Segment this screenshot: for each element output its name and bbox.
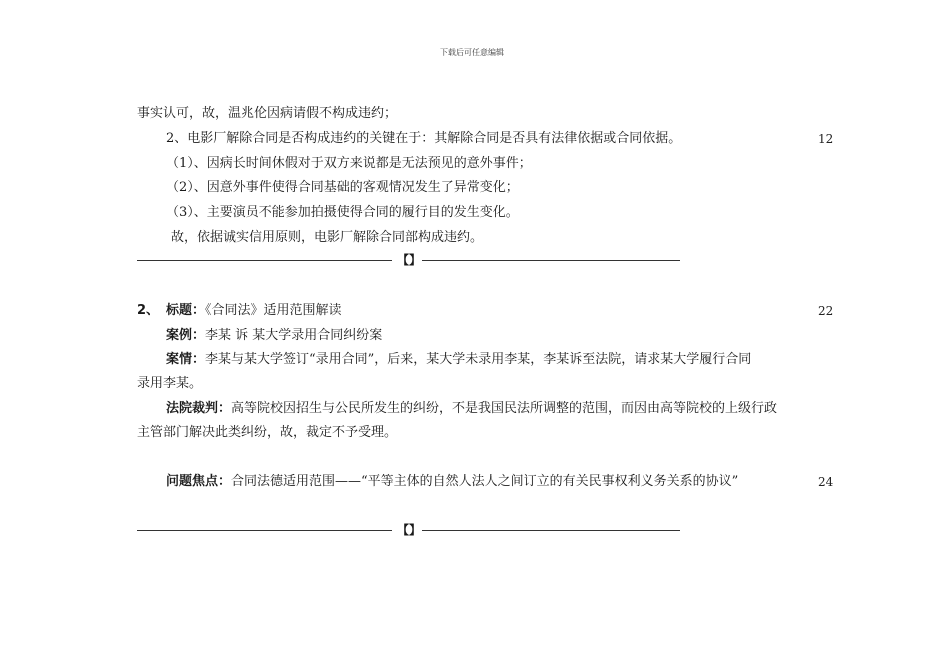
case-label: 案例： [166,328,206,343]
section-divider [137,252,682,268]
list-item: （2）、因意外事件使得合同基础的客观情况发生了异常变化； [166,180,519,195]
conclusion-line: 故，依据诚实信用原则，电影厂解除合同部构成违约。 [171,230,484,245]
page-number: 12 [818,132,834,146]
page-number: 22 [818,304,834,318]
facts-line [166,352,751,368]
focus-label: 问题焦点： [166,474,232,489]
judgment-label: 法院裁判： [166,401,232,416]
section-divider [137,522,682,538]
focus-line [166,474,738,490]
case-number: 2、 [137,303,160,318]
divider-rule-left [137,530,392,531]
list-item: （1）、因病长时间休假对于双方来说都是无法预见的意外事件； [166,156,532,171]
title-label: 标题： [166,303,206,318]
judgment-line-cont: 主管部门解决此类纠纷，故，裁定不予受理。 [137,425,398,440]
list-item: （3）、主要演员不能参加拍摄使得合同的履行目的发生变化。 [166,205,519,220]
page-header: 下载后可任意编辑 [440,48,504,57]
text-line: 事实认可，故，温兆伦因病请假不构成违约； [137,106,398,121]
text-line: 2、电影厂解除合同是否构成违约的关键在于：其解除合同是否具有法律依据或合同依据。 [166,131,682,146]
title-text: 《合同法》适用范围解读 [205,303,342,318]
facts-line-cont: 录用李某。 [137,376,203,391]
judgment-line [166,401,777,417]
divider-rule-right [422,260,680,261]
case-text: 李某 诉 某大学录用合同纠纷案 [205,328,383,343]
judgment-text: 高等院校因招生与公民所发生的纠纷，不是我国民法所调整的范围，而因由高等院校的上级行政 [231,401,778,416]
case-title [166,303,342,319]
divider-rule-left [137,260,392,261]
focus-text: 合同法德适用范围——“平等主体的自然人法人之间订立的有关民事权利义务关系的协议” [231,474,739,489]
divider-rule-right [422,530,680,531]
divider-bracket: 【】 [397,523,422,537]
case-line [166,328,382,344]
facts-label: 案情： [166,352,206,367]
page-number: 24 [818,475,834,489]
facts-text: 李某与某大学签订“录用合同”，后来，某大学未录用李某，李某诉至法院，请求某大学履行合同 [205,352,752,367]
divider-bracket: 【】 [397,253,422,267]
